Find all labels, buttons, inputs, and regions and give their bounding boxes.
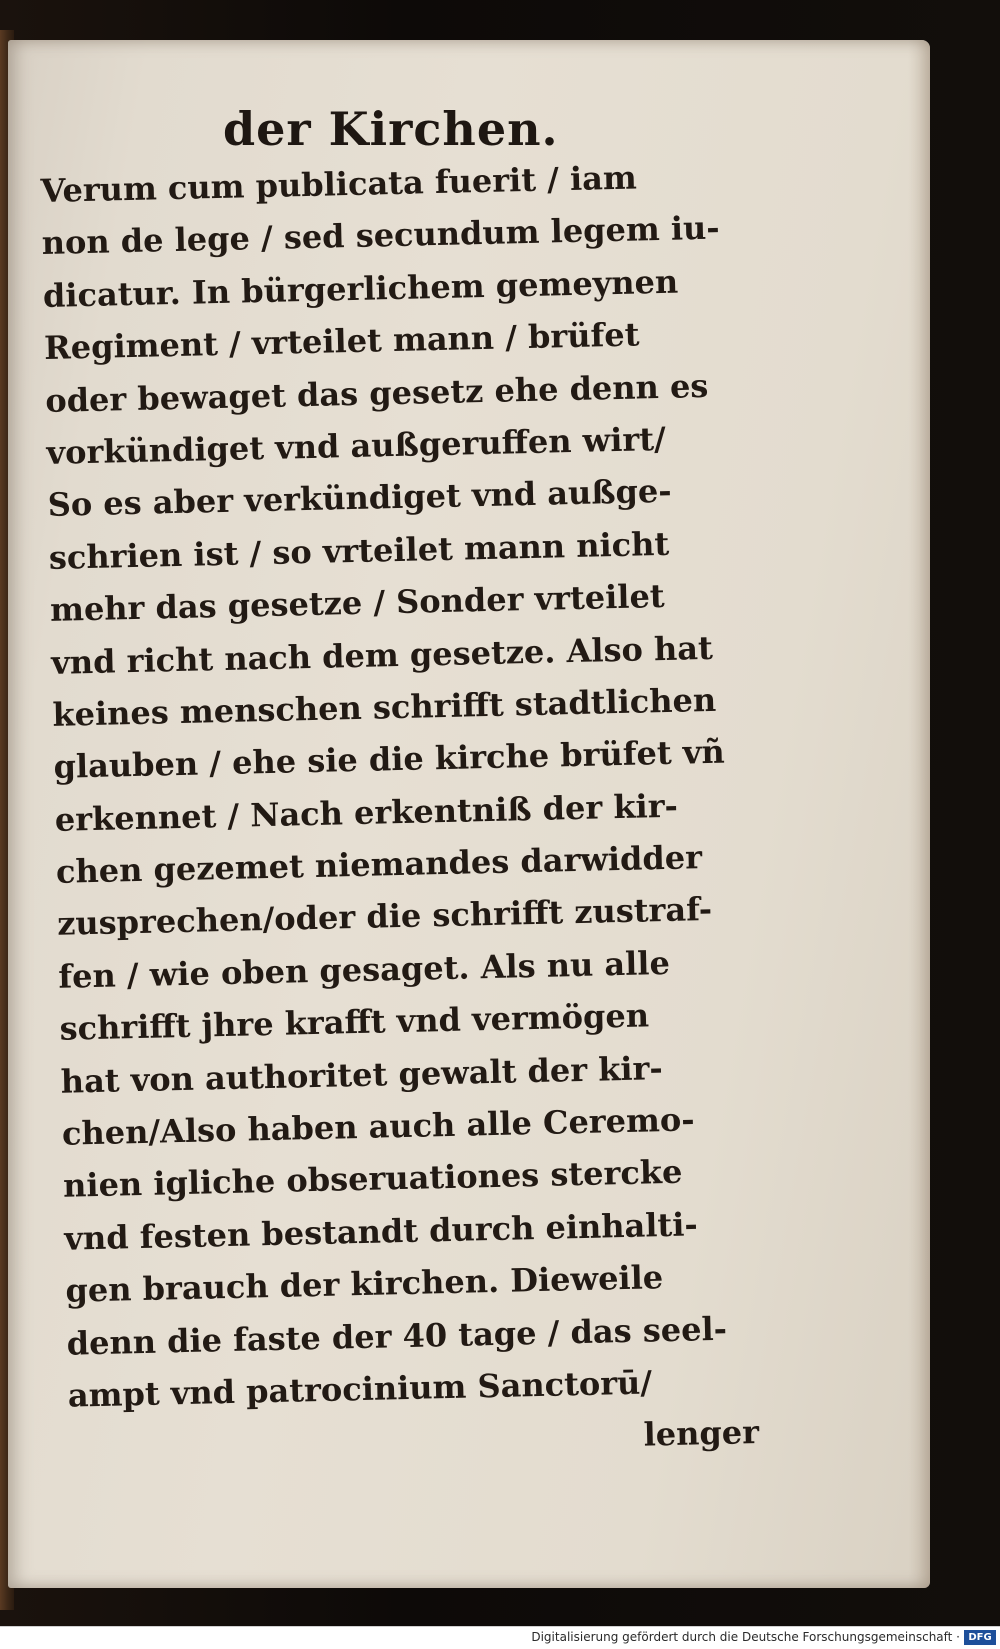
text-line: Regiment / vrteilet mann / brüfet <box>43 315 640 368</box>
catchword: lenger <box>643 1413 760 1455</box>
text-line: nien igliche obseruationes stercke <box>62 1153 683 1206</box>
text-line: dicatur. In bürgerlichem gemeynen <box>42 262 679 315</box>
book-page <box>8 40 930 1588</box>
text-line: schrien ist / so vrteilet mann nicht <box>48 524 670 577</box>
text-line: chen/Also haben auch alle Ceremo- <box>61 1100 695 1153</box>
text-line: erkennet / Nach erkentniß der kir- <box>54 786 679 839</box>
text-line: schrifft jhre krafft vnd vermögen <box>59 996 650 1049</box>
page-shadow <box>908 40 930 1588</box>
dfg-logo-icon: DFG <box>964 1630 996 1645</box>
text-line: zusprechen/oder die schrifft zustraf- <box>56 890 713 944</box>
text-line: non de lege / sed secundum legem iu- <box>41 208 721 263</box>
text-line: oder bewaget das gesetz ehe denn es <box>44 366 709 420</box>
text-line: keines menschen schrifft stadtlichen <box>52 680 717 734</box>
footer-bar <box>0 1626 1000 1649</box>
text-line: ampt vnd patrocinium Sanctorū/ <box>67 1363 653 1415</box>
text-line: denn die faste der 40 tage / das seel- <box>66 1309 728 1363</box>
text-line: vnd richt nach dem gesetze. Also hat <box>50 628 714 682</box>
text-line: So es aber verkündiget vnd außge- <box>47 472 672 525</box>
text-line: chen gezemet niemandes darwidder <box>55 838 703 891</box>
text-line: glauben / ehe sie die kirche brüfet vñ <box>53 732 726 787</box>
text-line: hat von authoritet gewalt der kir- <box>60 1048 664 1101</box>
text-line: mehr das gesetze / Sonder vrteilet <box>49 577 666 630</box>
body-text <box>40 149 770 1474</box>
text-line: vorkündiget vnd außgeruffen wirt/ <box>46 419 667 472</box>
running-head: der Kirchen. <box>223 102 559 156</box>
text-line: Verum cum publicata fuerit / iam <box>40 158 638 210</box>
text-line: vnd festen bestandt durch einhalti- <box>63 1205 699 1258</box>
text-line: fen / wie oben gesaget. Als nu alle <box>57 943 671 996</box>
funding-credit: Digitalisierung gefördert durch die Deutsche Forschungsgemeinschaft · <box>531 1630 960 1644</box>
text-line: gen brauch der kirchen. Dieweile <box>65 1258 664 1310</box>
